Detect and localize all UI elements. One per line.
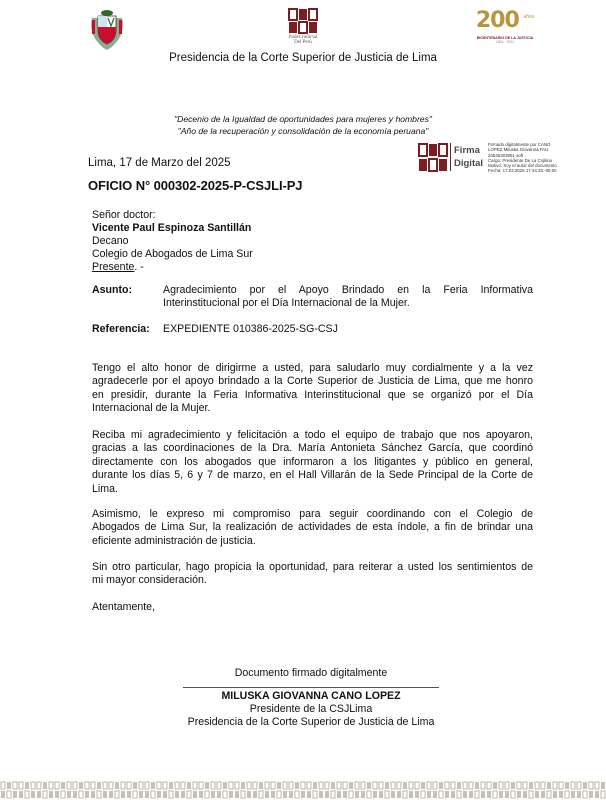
digital-signature-line: 20546303951 soft (488, 152, 524, 158)
bicentennial-caption: BICENTENARIO DE LA JUSTICIA (476, 36, 534, 40)
digitally-signed-note: Documento firmado digitalmente (234, 667, 388, 679)
page-title: Presidencia de la Corte Superior de Justicia de Lima (169, 52, 437, 64)
recipient-salutation: Señor doctor: (92, 209, 156, 221)
recipient-institution: Colegio de Abogados de Lima Sur (92, 248, 253, 260)
signature-rule (183, 687, 439, 688)
bicentennial-word: años (523, 14, 535, 20)
paragraph-line: Asimismo, le expreso mi compromiso para seguir coordinando con el Colegio de (92, 508, 533, 520)
paragraph-line: directamente con los abogados que informaron a los litigantes y público en general, (92, 455, 533, 468)
signer-office: Presidencia de la Corte Superior de Justicia de Lima (187, 716, 435, 728)
judicial-logo-line2: Del Perú (294, 40, 312, 45)
judicial-branch-logo (280, 8, 326, 45)
paragraph-line: Abogados de Lima Sur, la realización de actividades de esta índole, a fin de brindar una (92, 521, 533, 534)
recipient-name: Vicente Paul Espinoza Santillán (92, 222, 252, 234)
closing: Atentamente, (92, 601, 156, 613)
paragraph-line: Lima. (92, 482, 118, 495)
paragraph-line: gracias a las coordinaciones de la Dra. María Antonieta Sánchez García, que coordinó (92, 442, 533, 455)
asunto-line-1: Agradecimiento por el Apoyo Brindado en la Feria Informativa (163, 284, 533, 296)
digital-signature-line: LOPEZ Miluska Giovanna FAU (488, 147, 549, 153)
slogan-line-2: "Año de la recuperación y consolidación de la economía peruana" (177, 126, 429, 136)
bicentennial-logo (474, 8, 536, 44)
body-paragraph-3 (92, 508, 533, 548)
paragraph-line: agradecerle por el apoyo brindado a la Corte Superior de Justicia de Lima, que me honro (92, 375, 533, 388)
document-number: OFICIO N° 000302-2025-P-CSJLI-PJ (88, 178, 303, 193)
decorative-pattern-band (0, 780, 606, 800)
signer-role: Presidente de la CSJLima (249, 703, 373, 715)
paragraph-line: mi mayor consideración. (92, 574, 207, 587)
recipient-position: Decano (92, 235, 129, 247)
digital-signature-details (488, 142, 588, 174)
digital-signature-word-1: Firma (454, 145, 480, 156)
paragraph-line: durante los días 5, 6 y 7 de marzo, en el Hall Villarán de la Sede Principal de la Corte de (92, 469, 533, 482)
digital-signature-word-2: Digital (454, 158, 484, 169)
body-paragraph-4 (92, 561, 533, 588)
paragraph-line: Reciba mi agradecimiento y felicitación a todo el equipo de trabajo que nos apoyaron, (92, 429, 533, 441)
paragraph-line: en presidir, durante la Feria Informativa Interinstitucional que se organizó por el Día (92, 388, 533, 401)
signer-name: MILUSKA GIOVANNA CANO LOPEZ (221, 690, 401, 702)
digital-signature-line: Motivo: Soy el autor del documento (488, 163, 557, 169)
paragraph-line: Sin otro particular, hago propicia la oportunidad, para reiterar a usted los sentimientos de (92, 561, 533, 573)
slogan-line-1: "Decenio de la Igualdad de oportunidades para mujeres y hombres" (174, 114, 432, 124)
asunto-label: Asunto: (92, 284, 133, 296)
asunto-line-2: Interinstitucional por el Día Internacional de la Mujer. (163, 297, 410, 309)
paragraph-line: eficiente administración de justicia. (92, 534, 256, 547)
digital-signature-logo-icon (418, 143, 448, 173)
judicial-logo-line1: Poder Judicial (288, 35, 318, 40)
asunto-text (163, 284, 533, 310)
referencia-value: EXPEDIENTE 010386-2025-SG-CSJ (163, 323, 338, 335)
paragraph-line: Internacional de la Mujer. (92, 402, 211, 415)
recipient-presente (92, 261, 144, 274)
paragraph-line: Tengo el alto honor de dirigirme a usted, para saludarlo muy cordialmente y a la vez (92, 362, 533, 374)
national-coat-of-arms-icon (88, 8, 126, 52)
digital-signature-line: Firmado digitalmente por CANO (488, 142, 551, 147)
presente-suffix: . - (134, 261, 144, 273)
digital-signature-line: Cargo: Presidente De La Csjlima (488, 157, 552, 163)
referencia-label: Referencia: (92, 323, 150, 335)
body-paragraph-1 (92, 362, 533, 416)
bicentennial-number: 200 (475, 8, 519, 33)
body-paragraph-2 (92, 429, 533, 496)
judicial-branch-logo-icon (288, 8, 318, 34)
digital-signature-line: Fecha: 17.03.2025 17:44:25 -05:00 (488, 168, 557, 174)
document-date: Lima, 17 de Marzo del 2025 (88, 157, 231, 169)
presente-word: Presente (92, 261, 135, 273)
bicentennial-sub: 1824 · 2024 (495, 40, 515, 44)
